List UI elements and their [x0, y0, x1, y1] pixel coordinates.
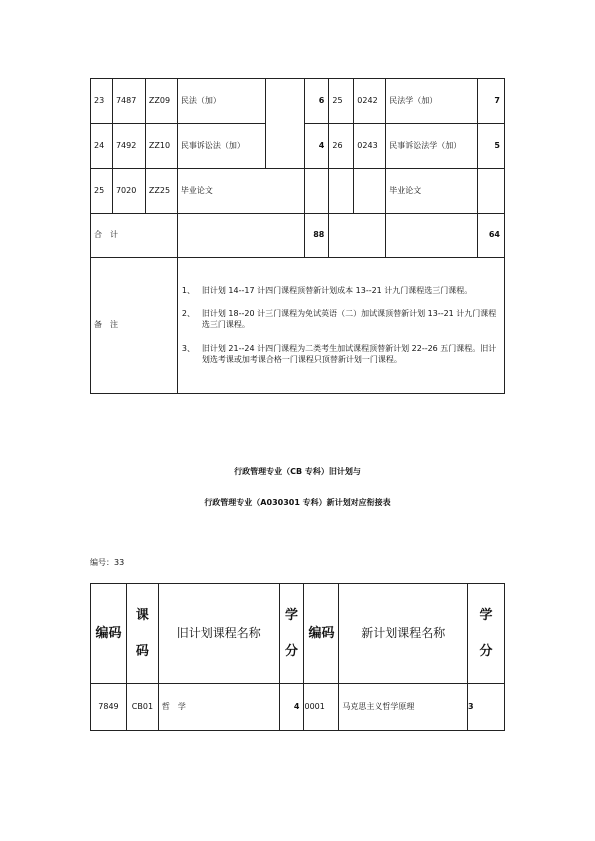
old-credit: 4	[279, 684, 304, 731]
empty-cell	[386, 214, 478, 258]
upper-course-table	[90, 78, 505, 394]
table-row	[91, 684, 505, 731]
old-credit: 6	[305, 79, 329, 124]
remark-text: 旧计划 14--17 计四门课程顶替新计划成本 13--21 计九门课程选三门课程。	[201, 285, 473, 295]
old-course-name: 民法（加）	[177, 79, 265, 124]
new-credit: 7	[477, 79, 504, 124]
empty-cell	[329, 214, 386, 258]
new-row-number: 26	[329, 124, 354, 169]
section-title: 行政管理专业（CB 专科）旧计划与	[234, 467, 361, 476]
remark-item	[182, 344, 500, 366]
old-code: 7849	[91, 684, 127, 731]
old-credit	[305, 169, 329, 214]
section-subtitle: 行政管理专业（A030301 专科）新计划对应衔接表	[204, 498, 391, 507]
old-course-name: 哲 学	[158, 684, 279, 731]
header-new-credit-line2: 分	[479, 643, 493, 659]
old-course-code: CB01	[126, 684, 158, 731]
header-new-credit-line1: 学	[479, 607, 493, 623]
row-number: 25	[91, 169, 113, 214]
table-row	[91, 79, 505, 124]
total-row	[91, 214, 505, 258]
remarks-content	[177, 258, 504, 394]
old-code: 7492	[112, 124, 145, 169]
table-row	[91, 169, 505, 214]
new-row-number: 25	[329, 79, 354, 124]
new-course-name: 马克思主义哲学原理	[339, 684, 468, 731]
header-credit-line1: 学	[285, 607, 299, 623]
new-code	[354, 169, 386, 214]
old-course-code: ZZ09	[145, 79, 177, 124]
old-code: 7020	[112, 169, 145, 214]
old-code: 7487	[112, 79, 145, 124]
old-course-code: ZZ25	[145, 169, 177, 214]
header-code: 编码	[91, 584, 127, 684]
new-credit: 5	[477, 124, 504, 169]
remarks-label: 备 注	[91, 258, 178, 394]
total-new-credit: 64	[477, 214, 504, 258]
header-course-code-line1: 课	[135, 607, 149, 623]
remark-text: 旧计划 21--24 计四门课程为二类考生加试课程顶替新计划 22--26 五门课程。旧计划选考课或加考课合格一门课程只顶替新计划一门课程。	[201, 343, 497, 364]
old-course-name: 毕业论文	[177, 169, 305, 214]
header-new-credit	[468, 584, 505, 684]
header-row	[91, 584, 505, 684]
new-course-name: 民法学（加）	[386, 79, 478, 124]
total-label: 合 计	[91, 214, 178, 258]
remark-item	[182, 309, 500, 331]
new-code: 0243	[354, 124, 386, 169]
total-old-credit: 88	[305, 214, 329, 258]
new-course-name: 民事诉讼法学（加）	[386, 124, 478, 169]
remark-text: 旧计划 18--20 计三门课程为免试英语（二）加试课顶替新计划 13--21 计九门课程选三门课程。	[201, 309, 497, 330]
header-new-name: 新计划课程名称	[339, 584, 468, 684]
header-old-name: 旧计划课程名称	[158, 584, 279, 684]
serial-number: 编号：33	[90, 558, 125, 567]
row-number: 24	[91, 124, 113, 169]
lower-course-table	[90, 583, 505, 731]
remark-number: 1、	[181, 285, 195, 295]
new-credit: 3	[468, 684, 505, 731]
new-course-name: 毕业论文	[386, 169, 478, 214]
new-credit	[477, 169, 504, 214]
empty-cell	[177, 214, 305, 258]
new-row-number	[329, 169, 354, 214]
row-number: 23	[91, 79, 113, 124]
empty-cell	[265, 79, 305, 169]
remark-number: 3、	[181, 343, 195, 353]
old-course-name: 民事诉讼法（加）	[177, 124, 265, 169]
header-course-code	[126, 584, 158, 684]
remarks-row	[91, 258, 505, 394]
new-code: 0001	[304, 684, 339, 731]
old-course-code: ZZ10	[145, 124, 177, 169]
new-code: 0242	[354, 79, 386, 124]
header-credit-line2: 分	[285, 643, 299, 659]
remark-item	[182, 286, 500, 297]
header-new-code: 编码	[304, 584, 339, 684]
header-course-code-line2: 码	[135, 643, 149, 659]
old-credit: 4	[305, 124, 329, 169]
header-credit	[279, 584, 304, 684]
remark-number: 2、	[181, 309, 195, 319]
